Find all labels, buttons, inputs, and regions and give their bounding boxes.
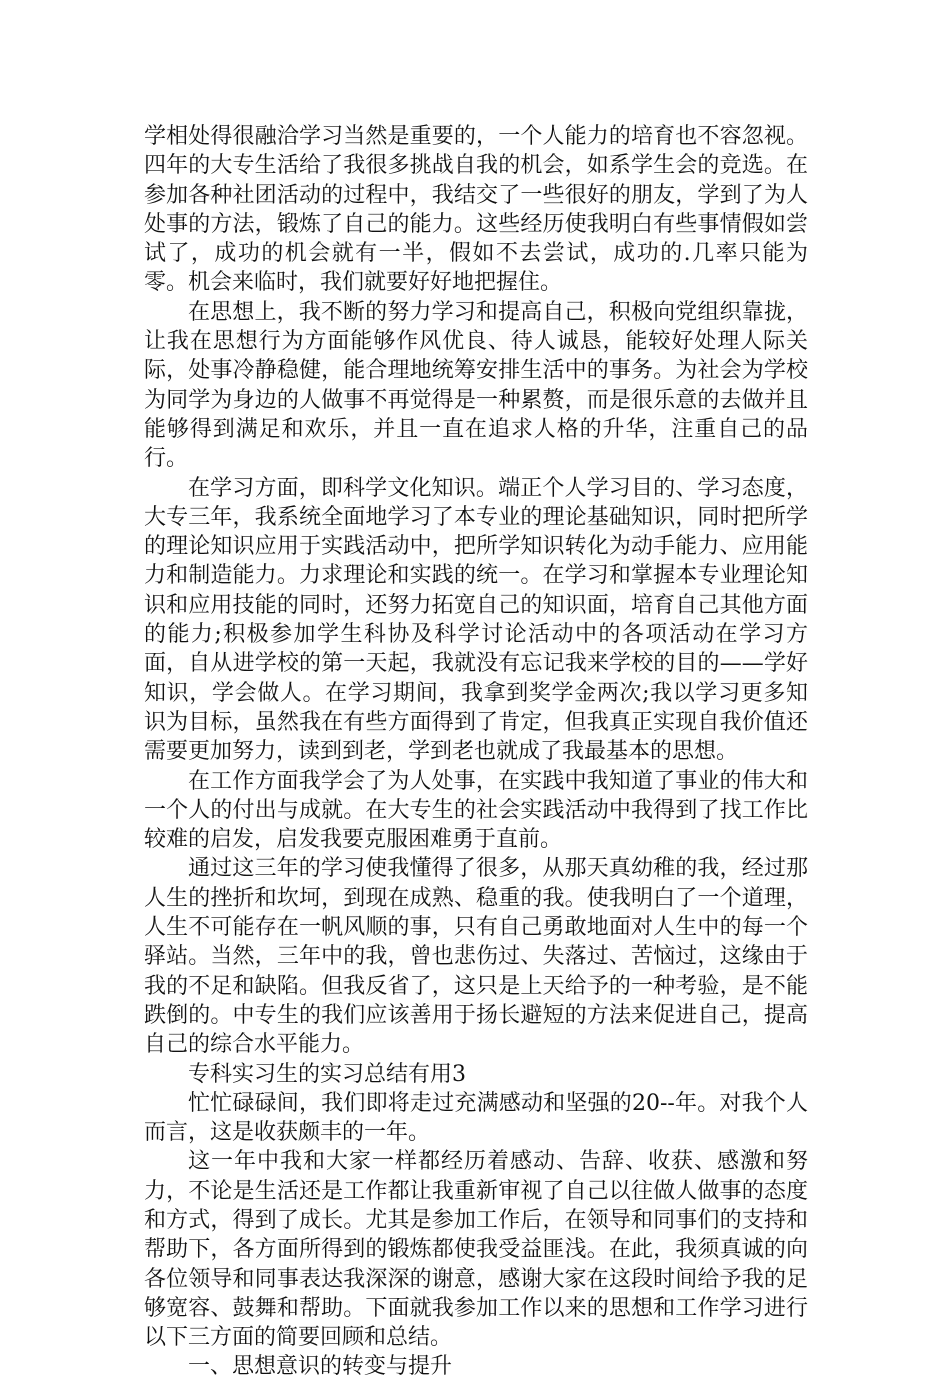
paragraph-6: 忙忙碌碌间，我们即将走过充满感动和坚强的20--年。对我个人而言，这是收获颇丰的一年。 (144, 1090, 808, 1146)
paragraph-1: 学相处得很融洽学习当然是重要的，一个人能力的培育也不容忽视。四年的大专生活给了我很多挑战自我的机会，如系学生会的竞选。在参加各种社团活动的过程中，我结交了一些很好的朋友，学到了为人处事的方法，锻炼了自己的能力。这些经历使我明白有些事情假如尝试了，成功的机会就有一半，假如不去尝试，成功的.几率只能为零。机会来临时，我们就要好好地把握住。 (144, 124, 808, 296)
paragraph-3: 在学习方面，即科学文化知识。端正个人学习目的、学习态度，大专三年，我系统全面地学习了本专业的理论基础知识，同时把所学的理论知识应用于实践活动中，把所学知识转化为动手能力、应用能力和制造能力。力求理论和实践的统一。在学习和掌握本专业理论知识和应用技能的同时，还努力拓宽自己的知识面，培育自己其他方面的能力;积极参加学生科协及科学讨论活动中的各项活动在学习方面，自从进学校的第一天起，我就没有忘记我来学校的目的——学好知识，学会做人。在学习期间，我拿到奖学金两次;我以学习更多知识为目标，虽然我在有些方面得到了肯定，但我真正实现自我价值还需要更加努力，读到到老，学到老也就成了我最基本的思想。 (144, 475, 808, 765)
paragraph-7: 这一年中我和大家一样都经历着感动、告辞、收获、感激和努力，不论是生活还是工作都让我重新审视了自己以往做人做事的态度和方式，得到了成长。尤其是参加工作后，在领导和同事们的支持和帮助下，各方面所得到的锻炼都使我受益匪浅。在此，我须真诚的向各位领导和同事表达我深深的谢意，感谢大家在这段时间给予我的足够宽容、鼓舞和帮助。下面就我参加工作以来的思想和工作学习进行以下三方面的简要回顾和总结。 (144, 1149, 808, 1351)
document-body (144, 122, 808, 1382)
subsection-heading: 一、思想意识的转变与提升 (188, 1354, 453, 1380)
paragraph-2: 在思想上，我不断的努力学习和提高自己，积极向党组织靠拢，让我在思想行为方面能够作风优良、待人诚恳，能较好处理人际关际，处事冷静稳健，能合理地统筹安排生活中的事务。为社会为学校为同学为身边的人做事不再觉得是一种累赘，而是很乐意的去做并且能够得到满足和欢乐，并且一直在追求人格的升华，注重自己的品行。 (144, 299, 808, 472)
section-heading: 专科实习生的实习总结有用3 (188, 1061, 466, 1087)
paragraph-5: 通过这三年的学习使我懂得了很多，从那天真幼稚的我，经过那人生的挫折和坎坷，到现在成熟、稳重的我。使我明白了一个道理，人生不可能存在一帆风顺的事，只有自己勇敢地面对人生中的每一个驿站。当然，三年中的我，曾也悲伤过、失落过、苦恼过，这缘由于我的不足和缺陷。但我反省了，这只是上天给予的一种考验，是不能跌倒的。中专生的我们应该善用于扬长避短的方法来促进自己，提高自己的综合水平能力。 (144, 856, 808, 1058)
paragraph-4: 在工作方面我学会了为人处事，在实践中我知道了事业的伟大和一个人的付出与成就。在大专生的社会实践活动中我得到了找工作比较难的启发，启发我要克服困难勇于直前。 (144, 768, 808, 853)
